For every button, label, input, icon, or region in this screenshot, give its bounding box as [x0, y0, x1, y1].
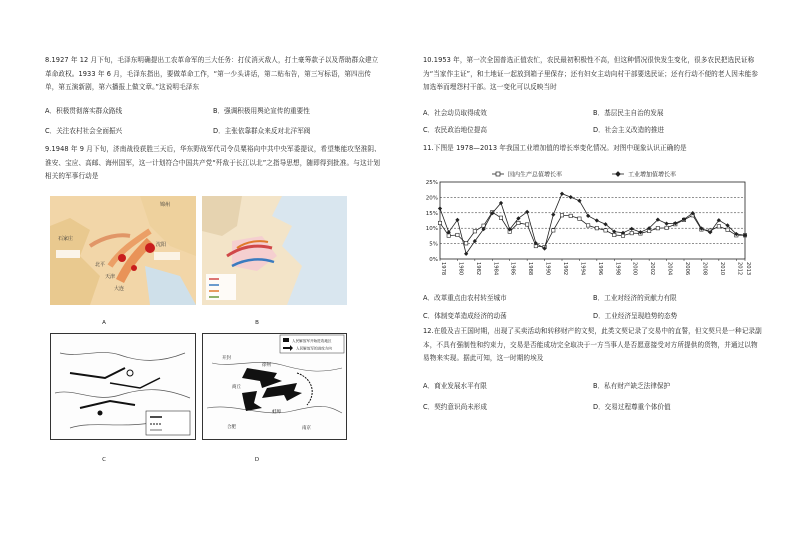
- x-tick-labels: [440, 259, 751, 276]
- data-point-gdp: [630, 231, 633, 234]
- data-point-gdp: [717, 225, 720, 228]
- q8-option-c: C．关注农村社会全面振兴: [45, 127, 123, 135]
- map-c-image: [50, 333, 196, 440]
- q12-option-b: B．私有财产缺乏法律保护: [593, 382, 671, 390]
- data-point-gdp: [569, 214, 572, 217]
- map-b-image: [202, 196, 347, 305]
- map-c-label: C: [102, 457, 106, 463]
- growth-rate-chart: [420, 164, 750, 278]
- map-c-graphic: [50, 333, 196, 440]
- data-point-industry: [595, 218, 599, 222]
- q10-option-b: B．基层民主自治的发展: [593, 109, 664, 117]
- y-tick-label: 15%: [425, 210, 438, 217]
- y-tick-label: 20%: [425, 195, 438, 202]
- map-a-label: A: [102, 320, 106, 326]
- data-point-gdp: [560, 214, 563, 217]
- x-tick-label: 1982: [474, 262, 481, 276]
- q12-option-a: A．商业发展水平有限: [423, 382, 487, 390]
- map-b-label: B: [255, 320, 259, 326]
- data-point-industry: [664, 221, 668, 225]
- x-tick-label: 1988: [527, 262, 534, 276]
- y-tick-labels: [426, 180, 438, 263]
- q8-option-b: B．强调积极用舆论宣传的重要性: [213, 107, 310, 115]
- x-tick-label: 2000: [631, 262, 638, 276]
- legend-label-industry: 工业增加值增长率: [628, 171, 677, 179]
- map-a-place-1: 锦州: [160, 202, 171, 208]
- y-tick-label: 0%: [429, 257, 438, 263]
- data-point-gdp: [456, 233, 459, 236]
- x-tick-label: 1990: [544, 262, 551, 276]
- data-point-gdp: [525, 223, 528, 226]
- x-tick-label: 1994: [579, 262, 586, 276]
- chart-legend: [492, 171, 676, 179]
- q10-option-c: C．农民政治地位提高: [423, 126, 487, 134]
- data-point-industry: [630, 227, 634, 231]
- x-tick-label: 1986: [509, 262, 516, 276]
- data-point-gdp: [578, 217, 581, 220]
- series-line-0: [440, 212, 745, 247]
- map-a-place-4: 北平: [95, 262, 106, 268]
- x-tick-label: 2010: [718, 262, 725, 276]
- map-a-place-3: 天津: [105, 274, 116, 280]
- x-tick-label: 1978: [440, 262, 446, 276]
- q11-option-d: D．工业经济呈现趋势的态势: [593, 312, 678, 320]
- data-point-gdp: [586, 224, 589, 227]
- data-point-gdp: [438, 221, 441, 224]
- q11-option-c: C．体制变革造成经济的动荡: [423, 312, 507, 320]
- q10-stem: 10.1953 年，第一次全国普选正值农忙，农民最初积极性不高，但这种情况很快发生变化，很多农民把选民证称为“当家作主证”，和土地证一起放到箱子里保存；还有妇女主动向村干部要选民证；还有行动不便的老人因未能参加选举而埋怨村干部。这一变化可以反映当时: [423, 56, 759, 92]
- q11-option-a: A．改革重点由农村转至城市: [423, 294, 507, 302]
- map-d-place-2: 商丘: [232, 385, 241, 390]
- x-tick-label: 1984: [492, 262, 499, 276]
- map-a-image: [50, 196, 196, 305]
- data-point-gdp: [499, 216, 502, 219]
- data-point-industry: [569, 195, 573, 199]
- q12-option-c: C．契约意识尚未形成: [423, 403, 487, 411]
- q8-option-d: D．主张依靠群众来反对北洋军阀: [213, 127, 311, 135]
- data-point-gdp: [473, 230, 476, 233]
- map-d-image: [202, 333, 347, 440]
- map-d-place-5: 南京: [302, 426, 311, 431]
- data-point-industry: [586, 214, 590, 218]
- q11-stem: 11.下图是 1978—2013 年我国工业增加值的增长率变化情况。对图中现象认识正确的是: [423, 144, 687, 152]
- map-a-graphic: [50, 196, 196, 305]
- map-d-legend-0: 人民解放军开始进攻地区: [292, 339, 332, 343]
- q8-option-a: A．积极贯彻落实群众路线: [45, 107, 123, 115]
- map-d-place-0: 开封: [222, 356, 231, 361]
- y-tick-label: 10%: [425, 226, 438, 233]
- x-tick-label: 2004: [666, 262, 673, 276]
- data-point-gdp: [665, 226, 668, 229]
- q10-option-a: A．社会动员取得成效: [423, 109, 487, 117]
- y-tick-label: 5%: [429, 241, 438, 248]
- data-point-industry: [560, 192, 564, 196]
- q12-option-d: D．交易过程尊重个体价值: [593, 403, 671, 411]
- x-tick-label: 2013: [745, 262, 751, 276]
- plot-frame: [440, 182, 745, 259]
- map-d-place-1: 徐州: [262, 363, 271, 368]
- data-point-gdp: [447, 234, 450, 237]
- data-point-gdp: [613, 233, 616, 236]
- map-d-legend-1: 人民解放军的进攻方向: [296, 346, 332, 351]
- q11-option-b: B．工业对经济的贡献力有限: [593, 294, 677, 302]
- map-b-graphic: [202, 196, 347, 305]
- q9-stem: 9.1948 年 9 月下旬，济南战役获胜三天后，华东野战军代司令员粟裕向中共中央军委提议，希望集能攻坚淮阴、淮安、宝应、高邮、海州国军，这一计划符合中国共产党“歼敌于长江以北”之指导思想，随即得到批准。与这计划相关的军事行动是: [45, 145, 381, 181]
- map-d-place-3: 蚌埠: [272, 410, 281, 415]
- data-point-industry: [577, 199, 581, 203]
- x-tick-label: 1998: [614, 262, 621, 276]
- legend-marker-gdp: [496, 172, 500, 176]
- x-tick-label: 1996: [596, 262, 603, 276]
- map-d-graphic: [202, 333, 347, 440]
- chart-grid: [440, 197, 745, 243]
- x-tick-label: 2008: [701, 262, 708, 276]
- map-d-place-4: 合肥: [227, 425, 236, 430]
- data-point-gdp: [595, 227, 598, 230]
- data-point-gdp: [464, 242, 467, 245]
- x-tick-label: 1980: [457, 262, 464, 276]
- map-a-place-2: 沈阳: [156, 242, 167, 248]
- legend-label-gdp: 国内生产总值增长率: [508, 171, 563, 179]
- x-tick-label: 1992: [562, 262, 568, 276]
- map-d-label: D: [254, 457, 260, 463]
- x-tick-label: 2012: [736, 262, 743, 276]
- y-tick-label: 25%: [425, 180, 438, 186]
- map-a-place-0: 石家庄: [58, 236, 74, 242]
- data-point-industry: [438, 206, 442, 210]
- chart-series: [438, 192, 747, 256]
- data-point-industry: [551, 213, 555, 217]
- x-tick-label: 2006: [684, 262, 690, 276]
- data-point-gdp: [552, 229, 555, 232]
- series-line-1: [440, 194, 745, 254]
- data-point-gdp: [656, 227, 659, 230]
- x-tick-label: 2002: [649, 262, 656, 276]
- data-point-gdp: [517, 221, 520, 224]
- map-a-place-5: 大连: [114, 286, 125, 292]
- q12-stem: 12.在殷及吉王国时期，出现了买卖活动和转移财产的文契，此类文契记录了交易中的直誓，但文契只是一种记录副本，不具有强制性和约束力，交易是否能成功完全取决于一方当事人是否愿意接受对方所提供的货物，并通过以物易物来实现。据此可知，这一时期的埃及: [423, 327, 762, 363]
- data-point-gdp: [604, 229, 607, 232]
- q10-option-d: D．社会主义改造的推进: [593, 126, 665, 134]
- data-point-gdp: [726, 228, 729, 231]
- legend-marker-industry: [615, 171, 621, 177]
- q8-stem: 8.1927 年 12 月下旬，毛泽东明确提出工农革命军的三大任务：打仗消灭敌人，打土豪筹款子以及帮助群众建立革命政权。1933 年 6 月，毛泽东指出，要做革命工作，“第一少头讲话，第二贴布告，第三写标语，第四出传单，第五演新剧，第六播报上做文章。”这说明毛泽东: [45, 56, 379, 92]
